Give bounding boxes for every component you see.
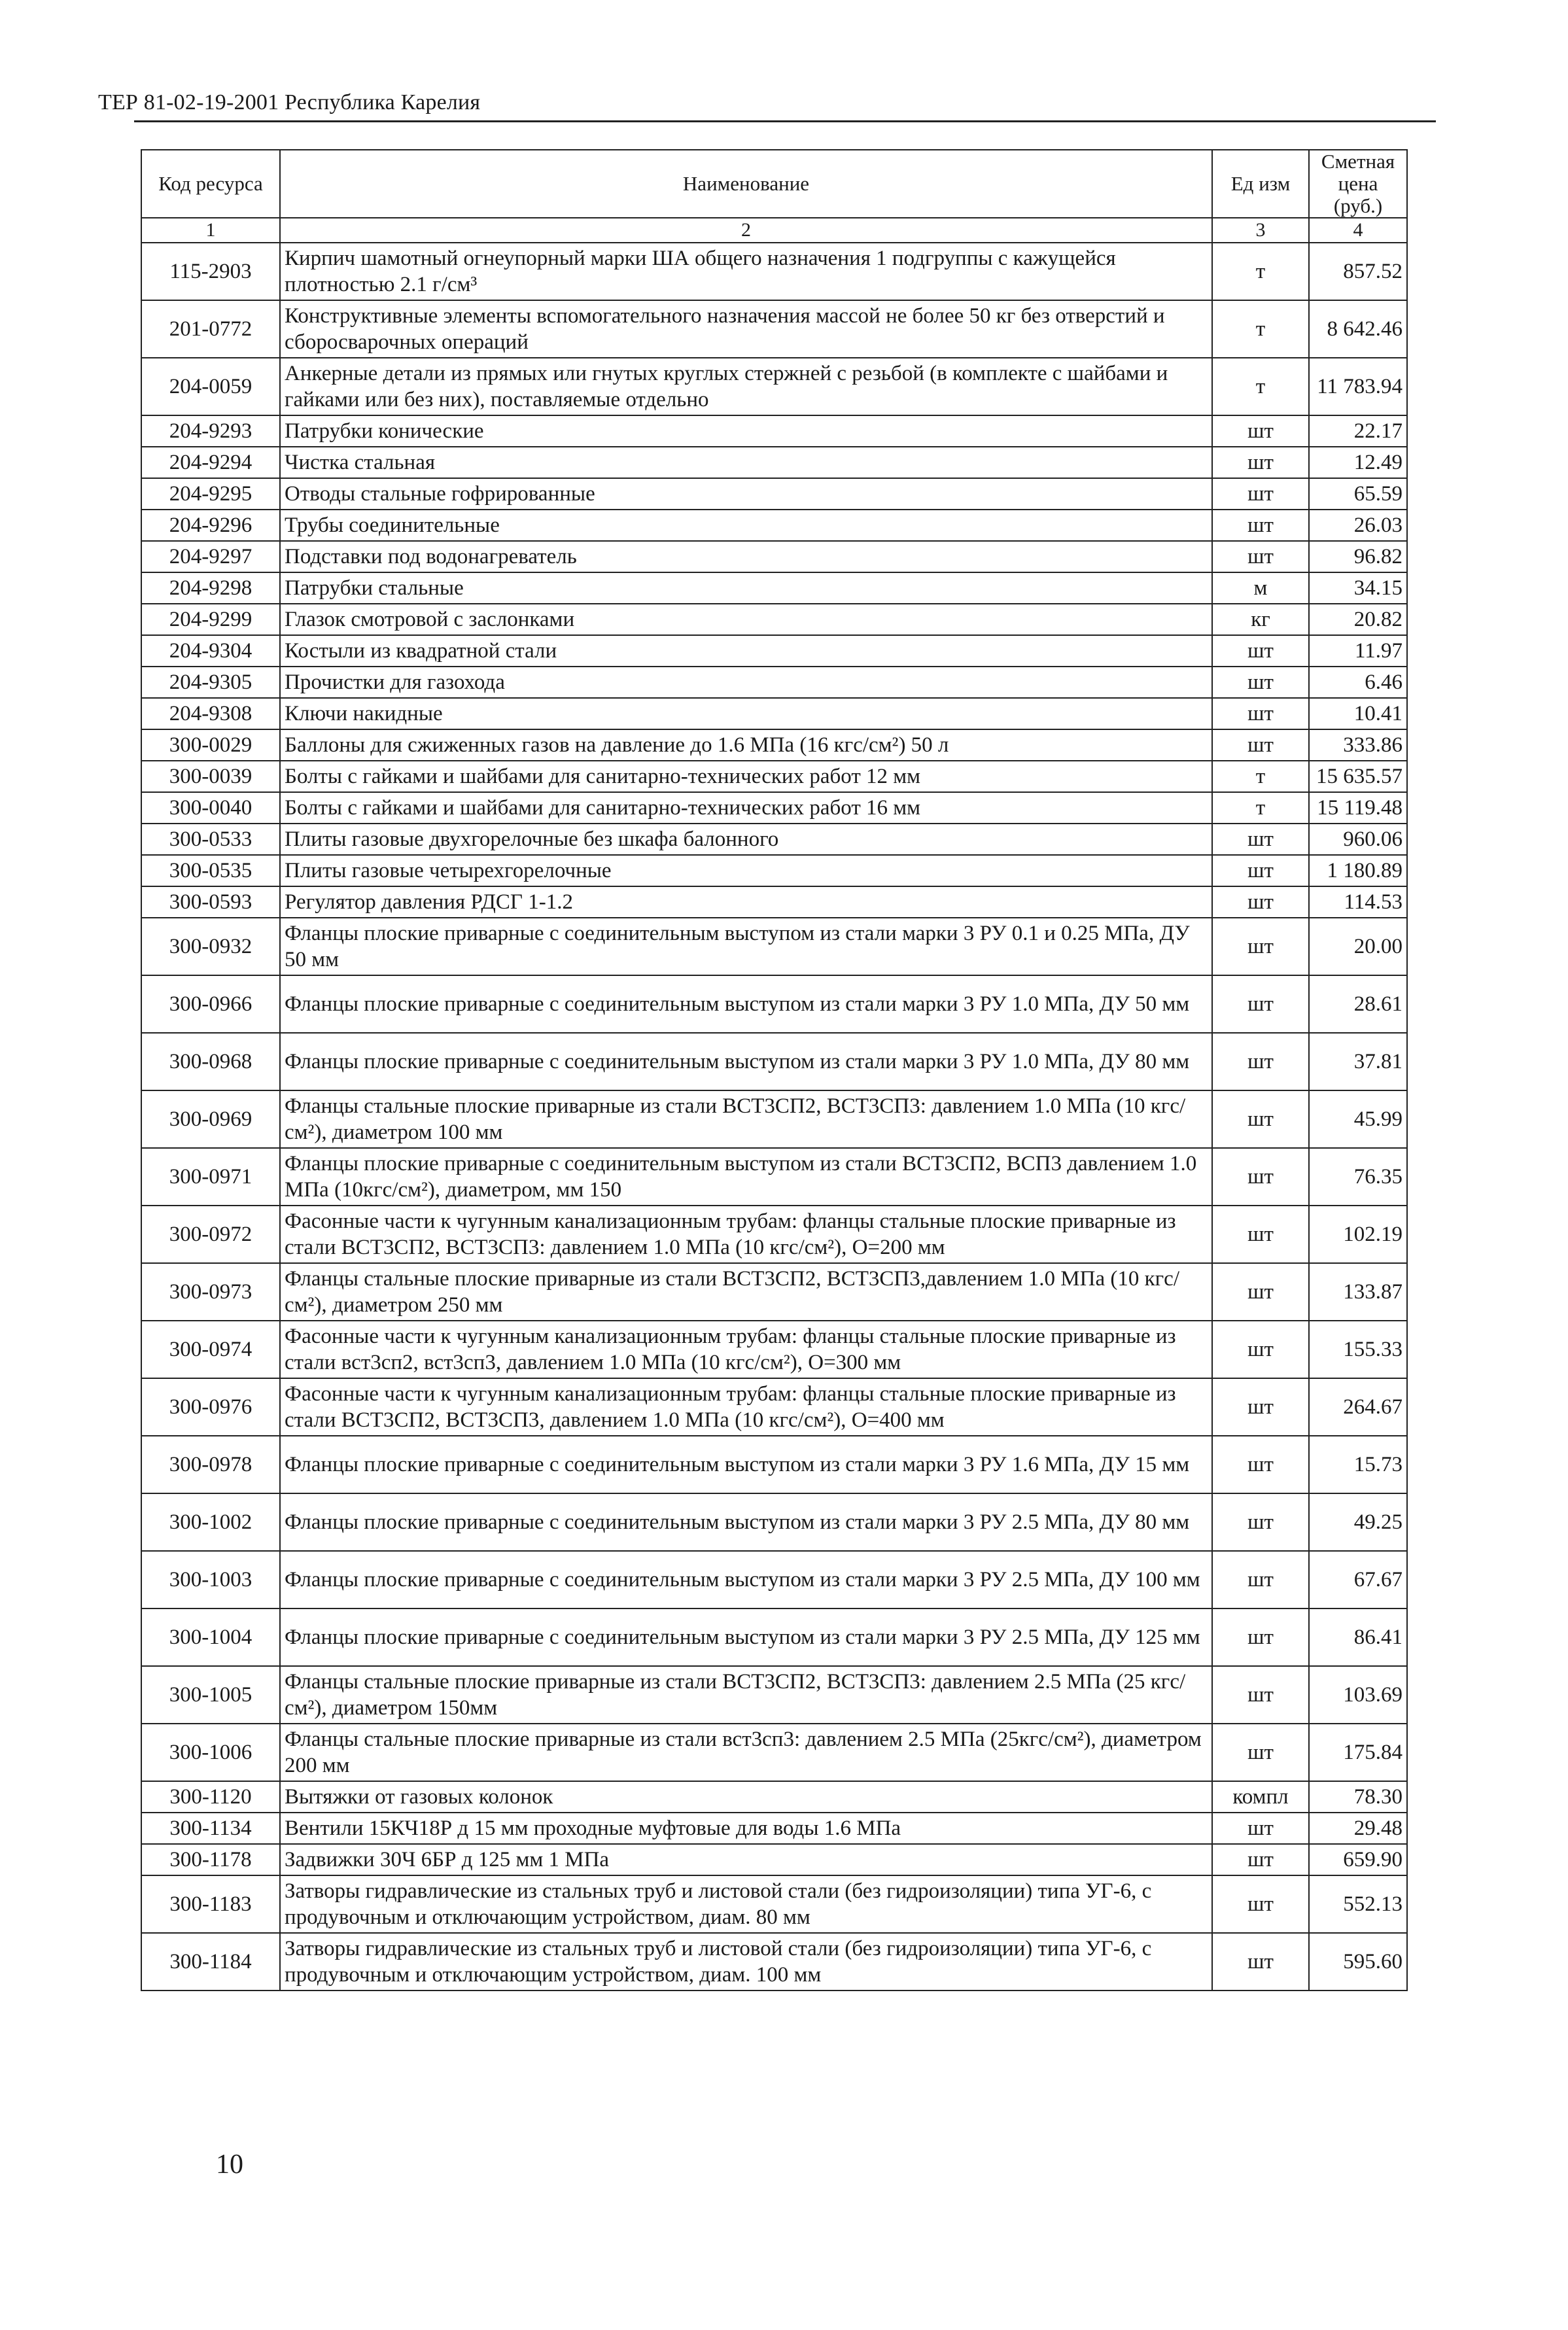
cell-code: 300-0978 bbox=[141, 1436, 280, 1493]
cell-price: 155.33 bbox=[1309, 1321, 1407, 1378]
header-name: Наименование bbox=[280, 150, 1212, 218]
document-header: ТЕР 81-02-19-2001 Республика Карелия bbox=[98, 90, 481, 114]
cell-code: 204-9308 bbox=[141, 698, 280, 729]
table-row bbox=[141, 1493, 1407, 1551]
cell-code: 204-9295 bbox=[141, 478, 280, 510]
column-number: 2 bbox=[280, 218, 1212, 243]
table-row bbox=[141, 975, 1407, 1033]
cell-unit: кг bbox=[1212, 604, 1309, 635]
cell-name: Фланцы стальные плоские приварные из стали ВСТ3СП2, ВСТ3СП3: давлением 2.5 МПа (25 кгс/см²), диаметром 150мм bbox=[280, 1666, 1212, 1724]
cell-price: 26.03 bbox=[1309, 510, 1407, 541]
cell-name: Подставки под водонагреватель bbox=[280, 541, 1212, 572]
cell-code: 300-0593 bbox=[141, 886, 280, 918]
cell-name: Фасонные части к чугунным канализационным трубам: фланцы стальные плоские приварные из стали вст3сп2, вст3сп3, давлением 1.0 МПа (10 кгс/см²), О=300 мм bbox=[280, 1321, 1212, 1378]
cell-name: Фланцы плоские приварные с соединительным выступом из стали марки 3 РУ 2.5 МПа, ДУ 100 мм bbox=[280, 1551, 1212, 1608]
cell-unit: шт bbox=[1212, 1206, 1309, 1263]
cell-price: 264.67 bbox=[1309, 1378, 1407, 1436]
cell-unit: шт bbox=[1212, 1813, 1309, 1844]
cell-name: Вытяжки от газовых колонок bbox=[280, 1781, 1212, 1813]
cell-price: 175.84 bbox=[1309, 1724, 1407, 1781]
cell-unit: шт bbox=[1212, 510, 1309, 541]
cell-name: Фланцы стальные плоские приварные из стали ВСТ3СП2, ВСТ3СП3,давлением 1.0 МПа (10 кгс/см²), диаметром 250 мм bbox=[280, 1263, 1212, 1321]
cell-unit: шт bbox=[1212, 478, 1309, 510]
cell-price: 11.97 bbox=[1309, 635, 1407, 667]
table-row bbox=[141, 1436, 1407, 1493]
cell-code: 300-0039 bbox=[141, 761, 280, 792]
cell-name: Болты с гайками и шайбами для санитарно-технических работ 12 мм bbox=[280, 761, 1212, 792]
cell-code: 300-0040 bbox=[141, 792, 280, 824]
cell-price: 37.81 bbox=[1309, 1033, 1407, 1090]
cell-name: Анкерные детали из прямых или гнутых круглых стержней с резьбой (в комплекте с шайбами и гайками или без них), поставляемые отдельно bbox=[280, 358, 1212, 415]
cell-name: Фланцы плоские приварные с соединительным выступом из стали марки 3 РУ 0.1 и 0.25 МПа, ДУ 50 мм bbox=[280, 918, 1212, 975]
cell-unit: шт bbox=[1212, 1844, 1309, 1875]
table-row bbox=[141, 1933, 1407, 1991]
table-row bbox=[141, 604, 1407, 635]
cell-code: 204-9293 bbox=[141, 415, 280, 447]
cell-unit: шт bbox=[1212, 698, 1309, 729]
cell-name: Затворы гидравлические из стальных труб и листовой стали (без гидроизоляции) типа УГ-6, с продувочным и отключающим устройством, диам. 100 мм bbox=[280, 1933, 1212, 1991]
cell-unit: шт bbox=[1212, 667, 1309, 698]
cell-code: 300-0968 bbox=[141, 1033, 280, 1090]
cell-name: Фасонные части к чугунным канализационным трубам: фланцы стальные плоские приварные из стали ВСТ3СП2, ВСТ3СП3: давлением 1.0 МПа (10 кгс/см²), О=200 мм bbox=[280, 1206, 1212, 1263]
table-row bbox=[141, 1090, 1407, 1148]
cell-price: 15 635.57 bbox=[1309, 761, 1407, 792]
cell-price: 102.19 bbox=[1309, 1206, 1407, 1263]
cell-code: 300-1134 bbox=[141, 1813, 280, 1844]
cell-price: 6.46 bbox=[1309, 667, 1407, 698]
cell-unit: шт bbox=[1212, 1551, 1309, 1608]
cell-name: Плиты газовые четырехгорелочные bbox=[280, 855, 1212, 886]
cell-price: 103.69 bbox=[1309, 1666, 1407, 1724]
table-row bbox=[141, 1321, 1407, 1378]
cell-price: 11 783.94 bbox=[1309, 358, 1407, 415]
table-row bbox=[141, 1033, 1407, 1090]
column-number-row bbox=[141, 218, 1407, 243]
cell-name: Фланцы плоские приварные с соединительным выступом из стали марки 3 РУ 1.0 МПа, ДУ 80 мм bbox=[280, 1033, 1212, 1090]
cell-price: 133.87 bbox=[1309, 1263, 1407, 1321]
cell-price: 20.82 bbox=[1309, 604, 1407, 635]
cell-code: 300-1004 bbox=[141, 1608, 280, 1666]
cell-price: 333.86 bbox=[1309, 729, 1407, 761]
cell-price: 28.61 bbox=[1309, 975, 1407, 1033]
table-row bbox=[141, 572, 1407, 604]
cell-unit: т bbox=[1212, 243, 1309, 300]
cell-price: 29.48 bbox=[1309, 1813, 1407, 1844]
table-row bbox=[141, 792, 1407, 824]
cell-price: 65.59 bbox=[1309, 478, 1407, 510]
cell-name: Фланцы плоские приварные с соединительным выступом из стали марки 3 РУ 2.5 МПа, ДУ 125 мм bbox=[280, 1608, 1212, 1666]
cell-price: 96.82 bbox=[1309, 541, 1407, 572]
cell-name: Фасонные части к чугунным канализационным трубам: фланцы стальные плоские приварные из стали ВСТ3СП2, ВСТ3СП3, давлением 1.0 МПа (10 кгс/см²), О=400 мм bbox=[280, 1378, 1212, 1436]
cell-name: Регулятор давления РДСГ 1-1.2 bbox=[280, 886, 1212, 918]
cell-price: 960.06 bbox=[1309, 824, 1407, 855]
cell-code: 300-1003 bbox=[141, 1551, 280, 1608]
table-row bbox=[141, 1781, 1407, 1813]
cell-name: Баллоны для сжиженных газов на давление до 1.6 МПа (16 кгс/см²) 50 л bbox=[280, 729, 1212, 761]
cell-unit: шт bbox=[1212, 1666, 1309, 1724]
cell-name: Задвижки 30Ч 6БР д 125 мм 1 МПа bbox=[280, 1844, 1212, 1875]
cell-unit: м bbox=[1212, 572, 1309, 604]
table-row bbox=[141, 1148, 1407, 1206]
cell-unit: т bbox=[1212, 358, 1309, 415]
cell-price: 659.90 bbox=[1309, 1844, 1407, 1875]
table-row bbox=[141, 358, 1407, 415]
table-row bbox=[141, 698, 1407, 729]
cell-name: Плиты газовые двухгорелочные без шкафа балонного bbox=[280, 824, 1212, 855]
cell-price: 10.41 bbox=[1309, 698, 1407, 729]
cell-price: 67.67 bbox=[1309, 1551, 1407, 1608]
cell-price: 595.60 bbox=[1309, 1933, 1407, 1991]
cell-unit: шт bbox=[1212, 1033, 1309, 1090]
cell-unit: шт bbox=[1212, 1378, 1309, 1436]
table-row bbox=[141, 886, 1407, 918]
table-row bbox=[141, 415, 1407, 447]
cell-price: 552.13 bbox=[1309, 1875, 1407, 1933]
cell-name: Фланцы плоские приварные с соединительным выступом из стали марки 3 РУ 1.6 МПа, ДУ 15 мм bbox=[280, 1436, 1212, 1493]
cell-price: 78.30 bbox=[1309, 1781, 1407, 1813]
cell-code: 300-0966 bbox=[141, 975, 280, 1033]
header-price: Сметная цена (руб.) bbox=[1309, 150, 1407, 218]
table-row bbox=[141, 447, 1407, 478]
table-row bbox=[141, 1813, 1407, 1844]
cell-code: 204-0059 bbox=[141, 358, 280, 415]
resource-price-table bbox=[141, 149, 1408, 1991]
cell-code: 204-9305 bbox=[141, 667, 280, 698]
cell-code: 300-0972 bbox=[141, 1206, 280, 1263]
cell-code: 300-0535 bbox=[141, 855, 280, 886]
header-code: Код ресурса bbox=[141, 150, 280, 218]
cell-code: 300-0029 bbox=[141, 729, 280, 761]
cell-unit: т bbox=[1212, 792, 1309, 824]
table-row bbox=[141, 1608, 1407, 1666]
cell-code: 204-9296 bbox=[141, 510, 280, 541]
table-row bbox=[141, 1666, 1407, 1724]
table-row bbox=[141, 855, 1407, 886]
cell-price: 1 180.89 bbox=[1309, 855, 1407, 886]
table-row bbox=[141, 541, 1407, 572]
cell-name: Конструктивные элементы вспомогательного назначения массой не более 50 кг без отверстий и сборосварочных операций bbox=[280, 300, 1212, 358]
cell-unit: т bbox=[1212, 761, 1309, 792]
cell-code: 300-1178 bbox=[141, 1844, 280, 1875]
cell-unit: шт bbox=[1212, 541, 1309, 572]
cell-unit: шт bbox=[1212, 1436, 1309, 1493]
cell-unit: компл bbox=[1212, 1781, 1309, 1813]
cell-unit: шт bbox=[1212, 415, 1309, 447]
cell-code: 300-0976 bbox=[141, 1378, 280, 1436]
cell-price: 857.52 bbox=[1309, 243, 1407, 300]
cell-name: Вентили 15КЧ18Р д 15 мм проходные муфтовые для воды 1.6 МПа bbox=[280, 1813, 1212, 1844]
cell-price: 45.99 bbox=[1309, 1090, 1407, 1148]
cell-code: 300-0973 bbox=[141, 1263, 280, 1321]
cell-code: 115-2903 bbox=[141, 243, 280, 300]
cell-name: Патрубки стальные bbox=[280, 572, 1212, 604]
table-row bbox=[141, 635, 1407, 667]
table-row bbox=[141, 1206, 1407, 1263]
cell-name: Прочистки для газохода bbox=[280, 667, 1212, 698]
cell-code: 201-0772 bbox=[141, 300, 280, 358]
cell-code: 204-9298 bbox=[141, 572, 280, 604]
column-number: 1 bbox=[141, 218, 280, 243]
cell-code: 204-9299 bbox=[141, 604, 280, 635]
cell-unit: шт bbox=[1212, 1875, 1309, 1933]
cell-name: Трубы соединительные bbox=[280, 510, 1212, 541]
cell-name: Глазок смотровой с заслонками bbox=[280, 604, 1212, 635]
column-number: 4 bbox=[1309, 218, 1407, 243]
table-row bbox=[141, 761, 1407, 792]
cell-unit: шт bbox=[1212, 1933, 1309, 1991]
cell-unit: шт bbox=[1212, 1321, 1309, 1378]
cell-unit: шт bbox=[1212, 1148, 1309, 1206]
cell-code: 300-0974 bbox=[141, 1321, 280, 1378]
table-row bbox=[141, 918, 1407, 975]
cell-price: 76.35 bbox=[1309, 1148, 1407, 1206]
cell-price: 49.25 bbox=[1309, 1493, 1407, 1551]
cell-price: 15.73 bbox=[1309, 1436, 1407, 1493]
cell-unit: шт bbox=[1212, 1090, 1309, 1148]
table-header-row bbox=[141, 150, 1407, 218]
cell-price: 114.53 bbox=[1309, 886, 1407, 918]
table-row bbox=[141, 1844, 1407, 1875]
table-row bbox=[141, 510, 1407, 541]
cell-name: Фланцы стальные плоские приварные из стали вст3сп3: давлением 2.5 МПа (25кгс/см²), диаметром 200 мм bbox=[280, 1724, 1212, 1781]
cell-price: 20.00 bbox=[1309, 918, 1407, 975]
cell-price: 34.15 bbox=[1309, 572, 1407, 604]
cell-unit: шт bbox=[1212, 824, 1309, 855]
cell-code: 204-9304 bbox=[141, 635, 280, 667]
cell-unit: шт bbox=[1212, 855, 1309, 886]
cell-unit: шт bbox=[1212, 975, 1309, 1033]
table-row bbox=[141, 1875, 1407, 1933]
cell-price: 22.17 bbox=[1309, 415, 1407, 447]
cell-unit: шт bbox=[1212, 447, 1309, 478]
cell-unit: шт bbox=[1212, 1608, 1309, 1666]
table-row bbox=[141, 1551, 1407, 1608]
table-row bbox=[141, 1724, 1407, 1781]
cell-unit: шт bbox=[1212, 886, 1309, 918]
cell-code: 300-0971 bbox=[141, 1148, 280, 1206]
header-rule bbox=[134, 120, 1436, 122]
cell-code: 204-9297 bbox=[141, 541, 280, 572]
table-row bbox=[141, 729, 1407, 761]
table-row bbox=[141, 1263, 1407, 1321]
cell-code: 300-0932 bbox=[141, 918, 280, 975]
cell-code: 300-1002 bbox=[141, 1493, 280, 1551]
cell-unit: шт bbox=[1212, 1493, 1309, 1551]
table-row bbox=[141, 243, 1407, 300]
table-row bbox=[141, 824, 1407, 855]
cell-name: Патрубки конические bbox=[280, 415, 1212, 447]
column-number: 3 bbox=[1212, 218, 1309, 243]
cell-name: Ключи накидные bbox=[280, 698, 1212, 729]
cell-price: 12.49 bbox=[1309, 447, 1407, 478]
table-row bbox=[141, 478, 1407, 510]
cell-code: 300-1183 bbox=[141, 1875, 280, 1933]
header-unit: Ед изм bbox=[1212, 150, 1309, 218]
cell-code: 300-1120 bbox=[141, 1781, 280, 1813]
page-number: 10 bbox=[216, 2149, 243, 2180]
cell-code: 300-1184 bbox=[141, 1933, 280, 1991]
cell-unit: шт bbox=[1212, 635, 1309, 667]
cell-name: Фланцы стальные плоские приварные из стали ВСТ3СП2, ВСТ3СП3: давлением 1.0 МПа (10 кгс/см²), диаметром 100 мм bbox=[280, 1090, 1212, 1148]
cell-name: Фланцы плоские приварные с соединительным выступом из стали марки 3 РУ 2.5 МПа, ДУ 80 мм bbox=[280, 1493, 1212, 1551]
cell-name: Чистка стальная bbox=[280, 447, 1212, 478]
cell-unit: шт bbox=[1212, 918, 1309, 975]
cell-price: 15 119.48 bbox=[1309, 792, 1407, 824]
cell-name: Фланцы плоские приварные с соединительным выступом из стали марки 3 РУ 1.0 МПа, ДУ 50 мм bbox=[280, 975, 1212, 1033]
cell-unit: шт bbox=[1212, 1263, 1309, 1321]
table-row bbox=[141, 667, 1407, 698]
cell-name: Кирпич шамотный огнеупорный марки ША общего назначения 1 подгруппы с кажущейся плотностью 2.1 г/см³ bbox=[280, 243, 1212, 300]
cell-name: Фланцы плоские приварные с соединительным выступом из стали ВСТ3СП2, ВСП3 давлением 1.0 МПа (10кгс/см²), диаметром, мм 150 bbox=[280, 1148, 1212, 1206]
cell-name: Болты с гайками и шайбами для санитарно-технических работ 16 мм bbox=[280, 792, 1212, 824]
cell-name: Затворы гидравлические из стальных труб и листовой стали (без гидроизоляции) типа УГ-6, с продувочным и отключающим устройством, диам. 80 мм bbox=[280, 1875, 1212, 1933]
cell-code: 204-9294 bbox=[141, 447, 280, 478]
cell-name: Отводы стальные гофрированные bbox=[280, 478, 1212, 510]
cell-code: 300-0969 bbox=[141, 1090, 280, 1148]
table-body bbox=[141, 243, 1407, 1991]
cell-code: 300-1005 bbox=[141, 1666, 280, 1724]
table-row bbox=[141, 300, 1407, 358]
cell-price: 8 642.46 bbox=[1309, 300, 1407, 358]
cell-unit: т bbox=[1212, 300, 1309, 358]
cell-unit: шт bbox=[1212, 1724, 1309, 1781]
cell-code: 300-0533 bbox=[141, 824, 280, 855]
cell-unit: шт bbox=[1212, 729, 1309, 761]
cell-name: Костыли из квадратной стали bbox=[280, 635, 1212, 667]
table-row bbox=[141, 1378, 1407, 1436]
cell-code: 300-1006 bbox=[141, 1724, 280, 1781]
cell-price: 86.41 bbox=[1309, 1608, 1407, 1666]
